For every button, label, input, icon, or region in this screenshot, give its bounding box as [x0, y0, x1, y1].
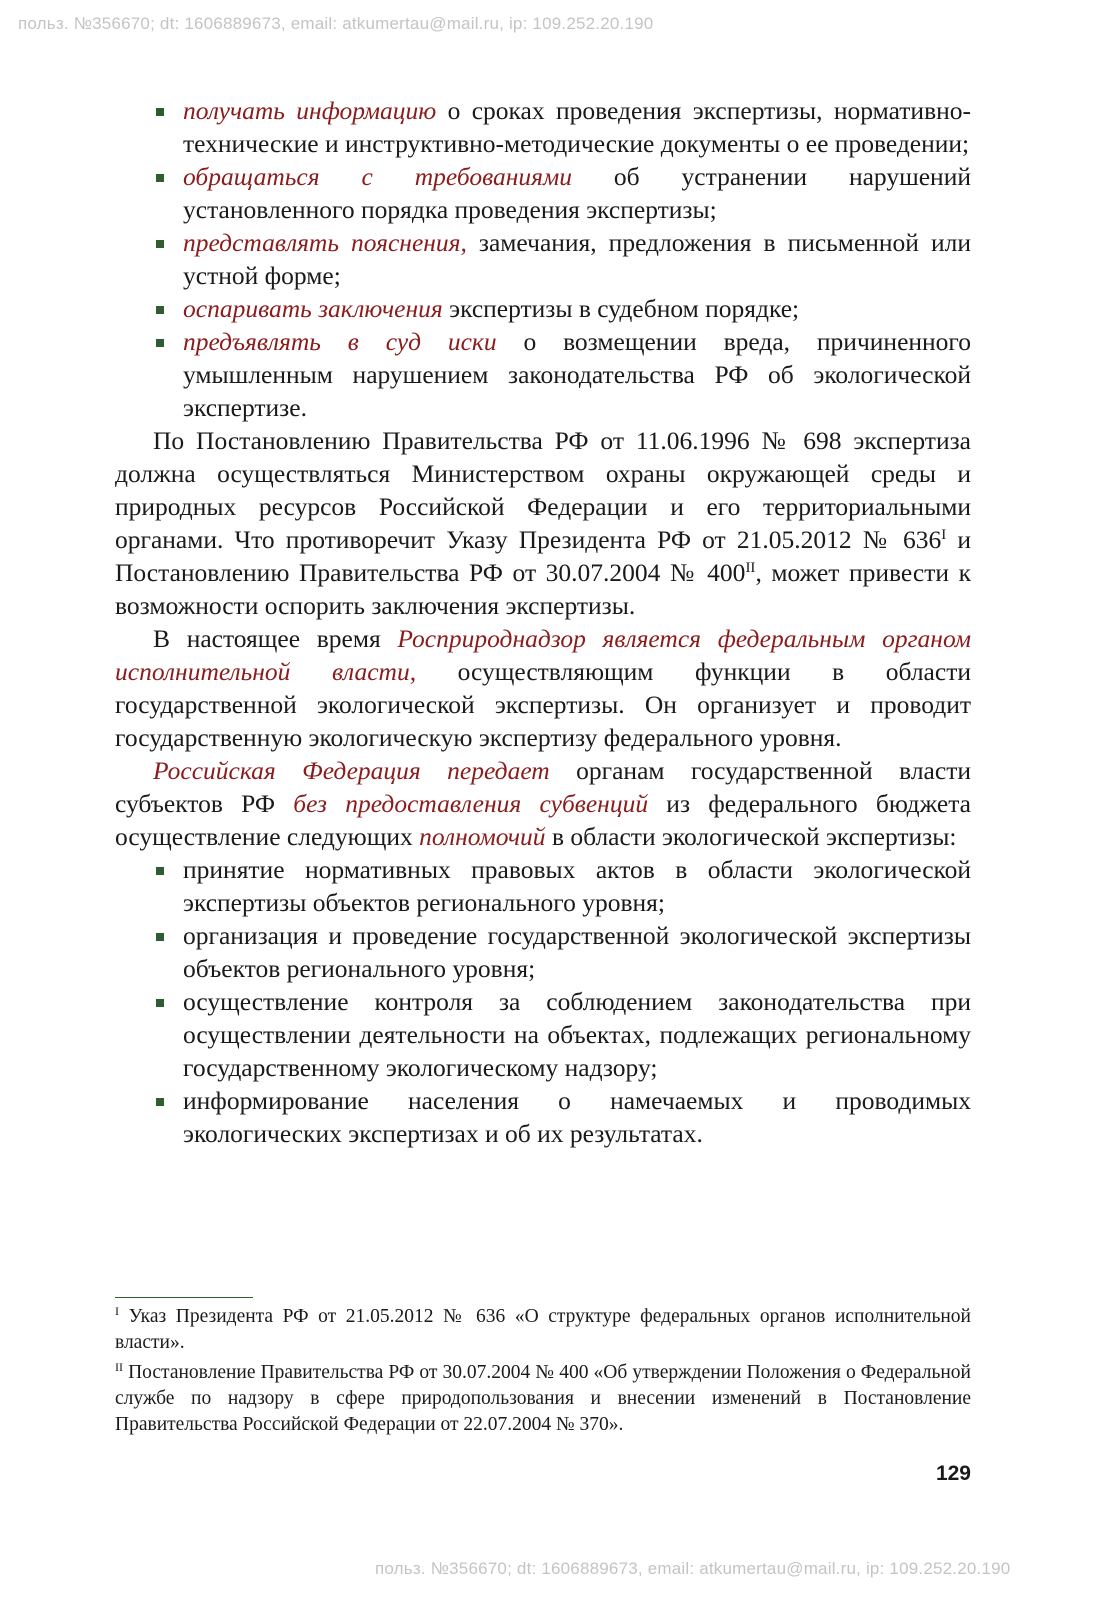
paragraph-rosprirodnadzor	[115, 622, 971, 754]
emphasis: представлять пояснения,	[183, 228, 467, 257]
footnote-2	[115, 1360, 971, 1438]
rights-list	[115, 94, 971, 424]
page-number: 129	[935, 1462, 971, 1485]
footnote-text: Указ Президента РФ от 21.05.2012 № 636 «О структуре федеральных органов исполнительной власти».	[115, 1306, 971, 1353]
list-item: принятие нормативных правовых актов в области экологической экспертизы объектов регионального уровня;	[115, 853, 971, 919]
list-item: информирование населения о намечаемых и проводимых экологических экспертизах и об их результатах.	[115, 1084, 971, 1150]
footnote-mark: II	[115, 1360, 123, 1374]
emphasis: получать информацию	[183, 96, 437, 125]
footnotes	[115, 1304, 971, 1442]
page-body	[115, 94, 971, 1150]
emphasis: оспаривать заключения	[183, 294, 443, 323]
para-text: в области экологической экспертизы:	[545, 822, 957, 851]
emphasis: Росприроднадзор является федеральным органом исполнительной власти,	[115, 624, 972, 686]
para-text: и Постановлению Правительства РФ от 30.07.2004 № 400	[115, 525, 971, 587]
emphasis: без предоставления субвенций	[293, 789, 649, 818]
item-text: о сроках проведения экспертизы, нормативно-технические и инструктивно-методические документы о ее проведении;	[183, 96, 971, 158]
list-item: осуществление контроля за соблюдением законодательства при осуществлении деятельности на объектах, подлежащих региональному государственному экологическому надзору;	[115, 985, 971, 1084]
item-text: об устранении нарушений установленного порядка проведения экспертизы;	[183, 162, 971, 224]
footnote-text: Постановление Правительства РФ от 30.07.2004 № 400 «Об утверждении Положения о Федеральной службе по надзору в сфере природопользования и внесении изменений в Постановление Правительства Российской Федерации от 22.07.2004 № 370».	[115, 1362, 971, 1435]
list-item	[115, 292, 971, 325]
paragraph-federation	[115, 754, 971, 853]
emphasis: обращаться с требованиями	[183, 162, 573, 191]
paragraph-decree	[115, 424, 971, 622]
watermark-bottom: польз. №356670; dt: 1606889673, email: atkumertau@mail.ru, ip: 109.252.20.190	[375, 1559, 1011, 1578]
emphasis: Российская Федерация передает	[153, 756, 550, 785]
watermark-top: польз. №356670; dt: 1606889673, email: atkumertau@mail.ru, ip: 109.252.20.190	[18, 14, 654, 33]
list-item	[115, 226, 971, 292]
para-text: В настоящее время	[153, 624, 398, 653]
list-item	[115, 325, 971, 424]
item-text: замечания, предложения в письменной или устной форме;	[183, 228, 971, 290]
item-text: экспертизы в судебном порядке;	[442, 294, 800, 323]
footnote-divider	[115, 1297, 253, 1298]
footnote-ref[interactable]: I	[941, 527, 947, 543]
para-text: органам государственной власти субъектов РФ	[115, 756, 971, 818]
footnote-1	[115, 1304, 971, 1356]
list-item: организация и проведение государственной экологической экспертизы объектов регионального уровня;	[115, 919, 971, 985]
para-text: По Постановлению Правительства РФ от 11.06.1996 № 698 экспертиза должна осуществляться Министерством охраны окружающей среды и природных ресурсов Российской Федерации и его территориальными органами. Что противоречит Указу Президента РФ от 21.05.2012 № 636	[115, 426, 971, 554]
footnote-mark: I	[115, 1304, 119, 1318]
footnote-ref[interactable]: II	[745, 560, 756, 576]
emphasis: полномочий	[419, 822, 546, 851]
para-text: из федерального бюджета осуществление следующих	[115, 789, 971, 851]
list-item	[115, 94, 971, 160]
powers-list	[115, 853, 971, 1150]
emphasis: предъявлять в суд иски	[183, 327, 497, 356]
para-text: , может привести к возможности оспорить заключения экспертизы.	[115, 558, 971, 620]
para-text: осуществляющим функции в области государственной экологической экспертизы. Он организует и проводит государственную экологическую экспертизу федерального уровня.	[115, 657, 971, 752]
item-text: о возмещении вреда, причиненного умышленным нарушением законодательства РФ об экологической экспертизе.	[183, 327, 972, 422]
list-item	[115, 160, 971, 226]
